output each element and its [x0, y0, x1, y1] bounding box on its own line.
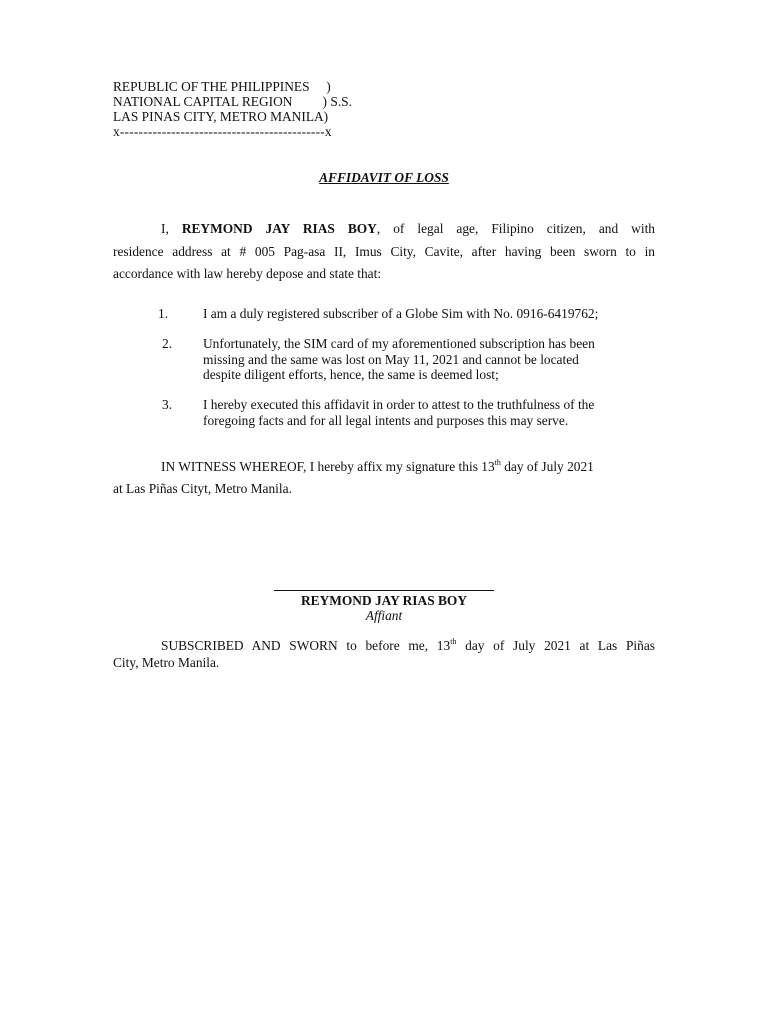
witness-line-2: at Las Piñas Cityt, Metro Manila.: [113, 481, 292, 496]
jurat-line-2: City, Metro Manila.: [113, 655, 220, 670]
list-item-line: I hereby executed this affidavit in order to attest to the truthfulness of the: [203, 397, 595, 412]
witness-date: day of July 2021: [500, 459, 594, 474]
list-item-text: [203, 336, 663, 383]
jurat-line-1: [161, 638, 655, 653]
list-item-line: Unfortunately, the SIM card of my aforementioned subscription has been: [203, 336, 595, 351]
venue-line-republic: REPUBLIC OF THE PHILIPPINES ): [113, 79, 331, 94]
list-item-line: foregoing facts and for all legal intents and purposes this may serve.: [203, 412, 569, 428]
intro-line-1-rest: , of legal age, Filipino citizen, and with: [376, 221, 655, 236]
list-item-number: 1.: [158, 306, 169, 321]
affiant-name-intro: REYMOND JAY RIAS BOY: [181, 221, 377, 236]
jurat-text: SUBSCRIBED AND SWORN to before me, 13: [161, 638, 451, 653]
witness-ordinal-suffix: th: [494, 457, 501, 467]
list-item-text: [203, 306, 663, 322]
signature-line: [274, 590, 494, 591]
venue-line-region: NATIONAL CAPITAL REGION ) S.S.: [113, 94, 352, 109]
intro-line-3: accordance with law hereby depose and state that:: [113, 266, 382, 281]
witness-line-1: [161, 459, 594, 474]
intro-line-2: residence address at # 005 Pag-asa II, Imus City, Cavite, after having been sworn to in: [113, 243, 655, 259]
venue-line-city: LAS PINAS CITY, METRO MANILA): [113, 109, 329, 124]
venue-divider: x--------------------------------------------x: [113, 124, 332, 139]
list-item-text: [203, 397, 663, 428]
intro-prefix: I,: [161, 221, 182, 236]
affiant-role: Affiant: [365, 608, 403, 623]
jurat-date-place: day of July 2021 at Las Piñas: [456, 638, 655, 653]
list-item-line: I am a duly registered subscriber of a Globe Sim with No. 0916-6419762;: [203, 306, 599, 321]
intro-line-1: [113, 218, 655, 241]
list-item-line: despite diligent efforts, hence, the same is deemed lost;: [203, 367, 499, 382]
jurat-ordinal-suffix: th: [450, 636, 457, 646]
affiant-name-signature: REYMOND JAY RIAS BOY: [300, 593, 468, 608]
list-item-line: missing and the same was lost on May 11, 2021 and cannot be located: [203, 351, 579, 367]
document-title: AFFIDAVIT OF LOSS: [319, 170, 449, 185]
list-item-number: 3.: [162, 397, 173, 412]
witness-text: IN WITNESS WHEREOF, I hereby affix my signature this 13: [161, 459, 495, 474]
list-item-number: 2.: [162, 336, 173, 351]
intro-paragraph: [113, 218, 655, 286]
